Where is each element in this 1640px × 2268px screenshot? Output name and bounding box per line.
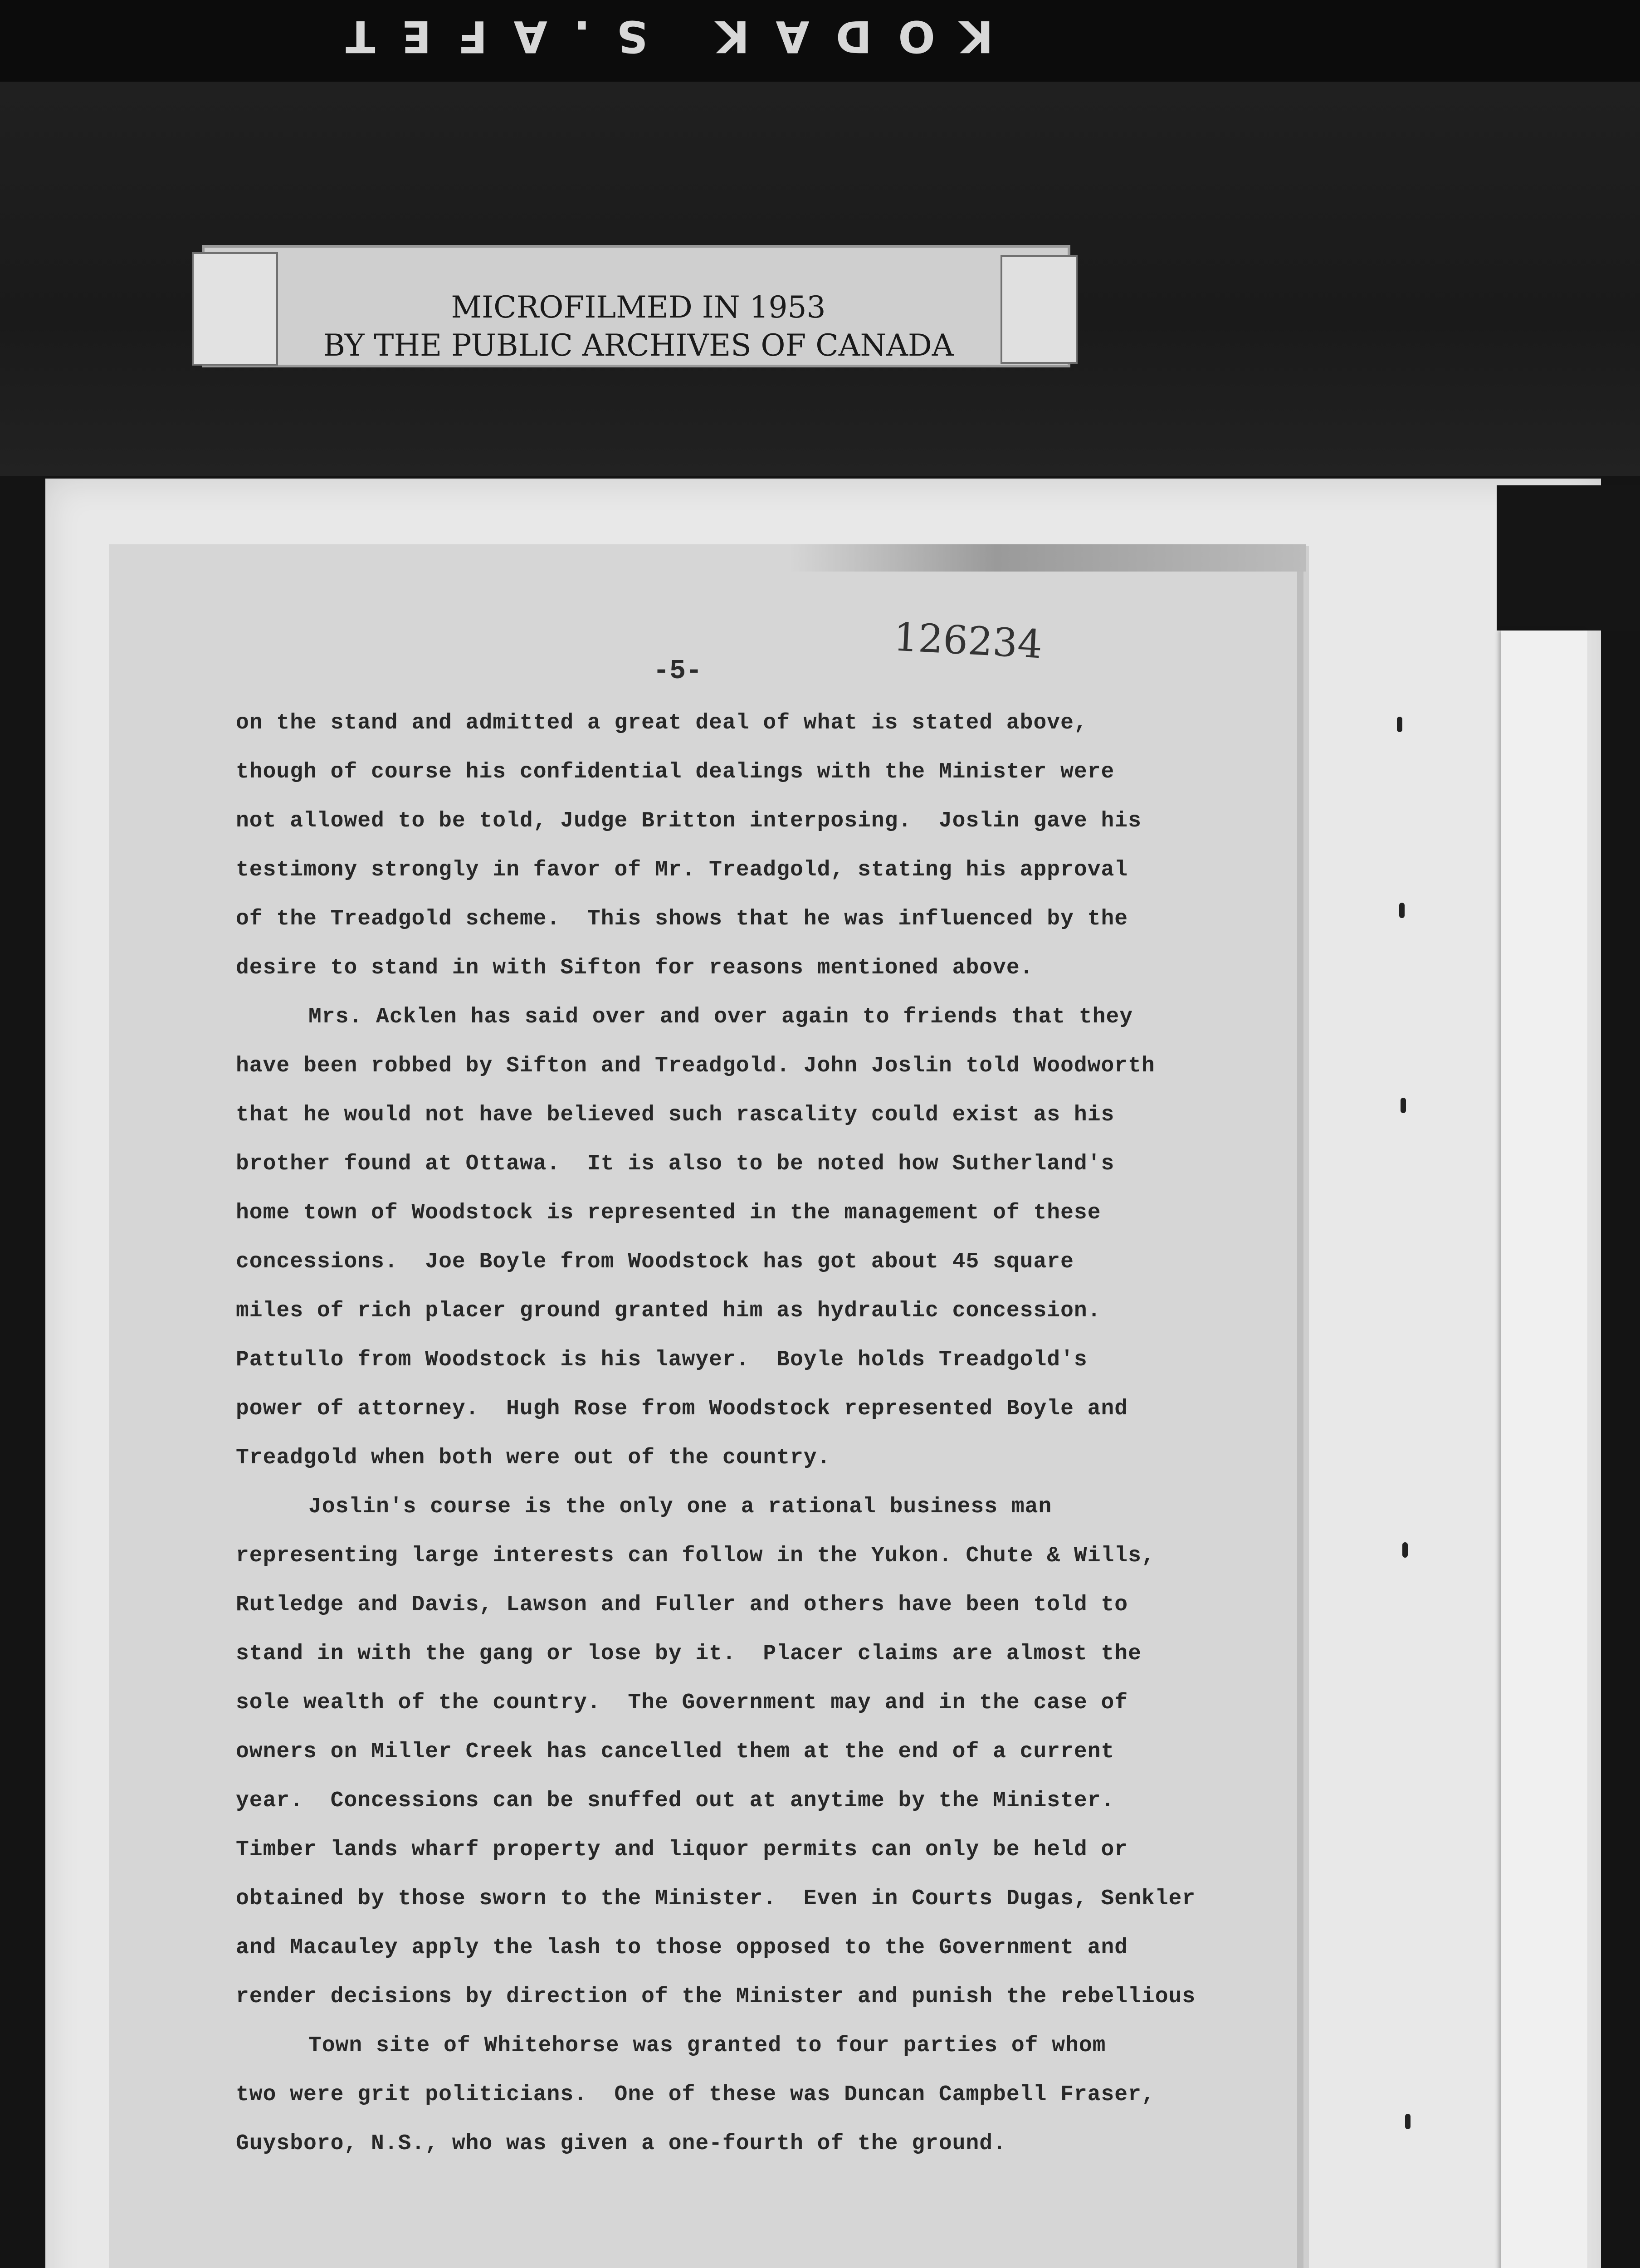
- label-tab-left: [192, 252, 278, 366]
- typed-line: power of attorney. Hugh Rose from Woodstock represented Boyle and: [236, 1397, 1128, 1421]
- typed-line: that he would not have believed such rascality could exist as his: [236, 1103, 1115, 1127]
- typed-line: not allowed to be told, Judge Britton interposing. Joslin gave his: [236, 809, 1142, 833]
- microfilm-label-text: [277, 288, 1000, 365]
- typed-line: obtained by those sworn to the Minister. Even in Courts Dugas, Senkler: [236, 1887, 1196, 1911]
- typed-line: Pattullo from Woodstock is his lawyer. Boyle holds Treadgold's: [236, 1348, 1088, 1372]
- typed-line: sole wealth of the country. The Government may and in the case of: [236, 1691, 1128, 1715]
- page-number: -5-: [653, 656, 703, 687]
- typed-line: year. Concessions can be snuffed out at anytime by the Minister.: [236, 1789, 1115, 1813]
- typed-page: [109, 544, 1297, 2268]
- typed-line: testimony strongly in favor of Mr. Treadgold, stating his approval: [236, 858, 1128, 882]
- microfilm-label-line2: BY THE PUBLIC ARCHIVES OF CANADA: [323, 328, 954, 363]
- label-tab-right: [1001, 255, 1078, 364]
- typed-line: Rutledge and Davis, Lawson and Fuller and others have been told to: [236, 1593, 1128, 1617]
- typed-line: two were grit politicians. One of these was Duncan Campbell Fraser,: [236, 2082, 1155, 2107]
- typed-line: though of course his confidential dealings with the Minister were: [236, 760, 1115, 784]
- typed-line: concessions. Joe Boyle from Woodstock has got about 45 square: [236, 1250, 1074, 1274]
- typed-line: home town of Woodstock is represented in the management of these: [236, 1201, 1101, 1225]
- typed-line: Timber lands wharf property and liquor permits can only be held or: [236, 1838, 1128, 1862]
- typed-line: render decisions by direction of the Minister and punish the rebellious: [236, 1984, 1196, 2009]
- film-right-dark-bar: [1497, 485, 1640, 631]
- typed-line: have been robbed by Sifton and Treadgold. John Joslin told Woodworth: [236, 1054, 1155, 1078]
- punch-mark: [1405, 2114, 1411, 2129]
- typed-line: miles of rich placer ground granted him as hydraulic concession.: [236, 1299, 1101, 1323]
- punch-mark: [1402, 1542, 1408, 1558]
- page-top-shadow: [789, 544, 1306, 572]
- document-id: 126234: [892, 614, 1044, 668]
- typed-line: on the stand and admitted a great deal of what is stated above,: [236, 711, 1088, 735]
- film-edge-print: KODAK S.AFET: [319, 11, 993, 62]
- typed-line: Town site of Whitehorse was granted to four parties of whom: [308, 2033, 1106, 2058]
- typed-line: representing large interests can follow in the Yukon. Chute & Wills,: [236, 1544, 1155, 1568]
- punch-mark: [1399, 903, 1405, 918]
- typed-line: stand in with the gang or lose by it. Placer claims are almost the: [236, 1642, 1142, 1666]
- microfilm-label: [202, 245, 1070, 367]
- microfilm-label-line1: MICROFILMED IN 1953: [451, 290, 826, 325]
- typed-line: Treadgold when both were out of the country.: [236, 1446, 831, 1470]
- punch-mark: [1401, 1098, 1406, 1113]
- typed-line: Joslin's course is the only one a rational business man: [308, 1495, 1052, 1519]
- typed-line: owners on Miller Creek has cancelled them at the end of a current: [236, 1740, 1115, 1764]
- film-right-strip: [1501, 631, 1587, 2268]
- typed-line: and Macauley apply the lash to those opposed to the Government and: [236, 1936, 1128, 1960]
- typed-body: [236, 699, 1288, 2168]
- typed-line: Mrs. Acklen has said over and over again to friends that they: [308, 1005, 1133, 1029]
- punch-mark: [1397, 717, 1402, 732]
- typed-line: of the Treadgold scheme. This shows that he was influenced by the: [236, 907, 1128, 931]
- typed-line: brother found at Ottawa. It is also to be noted how Sutherland's: [236, 1152, 1115, 1176]
- film-strip-top: [0, 0, 1640, 82]
- typed-line: Guysboro, N.S., who was given a one-fourth of the ground.: [236, 2131, 1006, 2156]
- typed-line: desire to stand in with Sifton for reasons mentioned above.: [236, 956, 1034, 980]
